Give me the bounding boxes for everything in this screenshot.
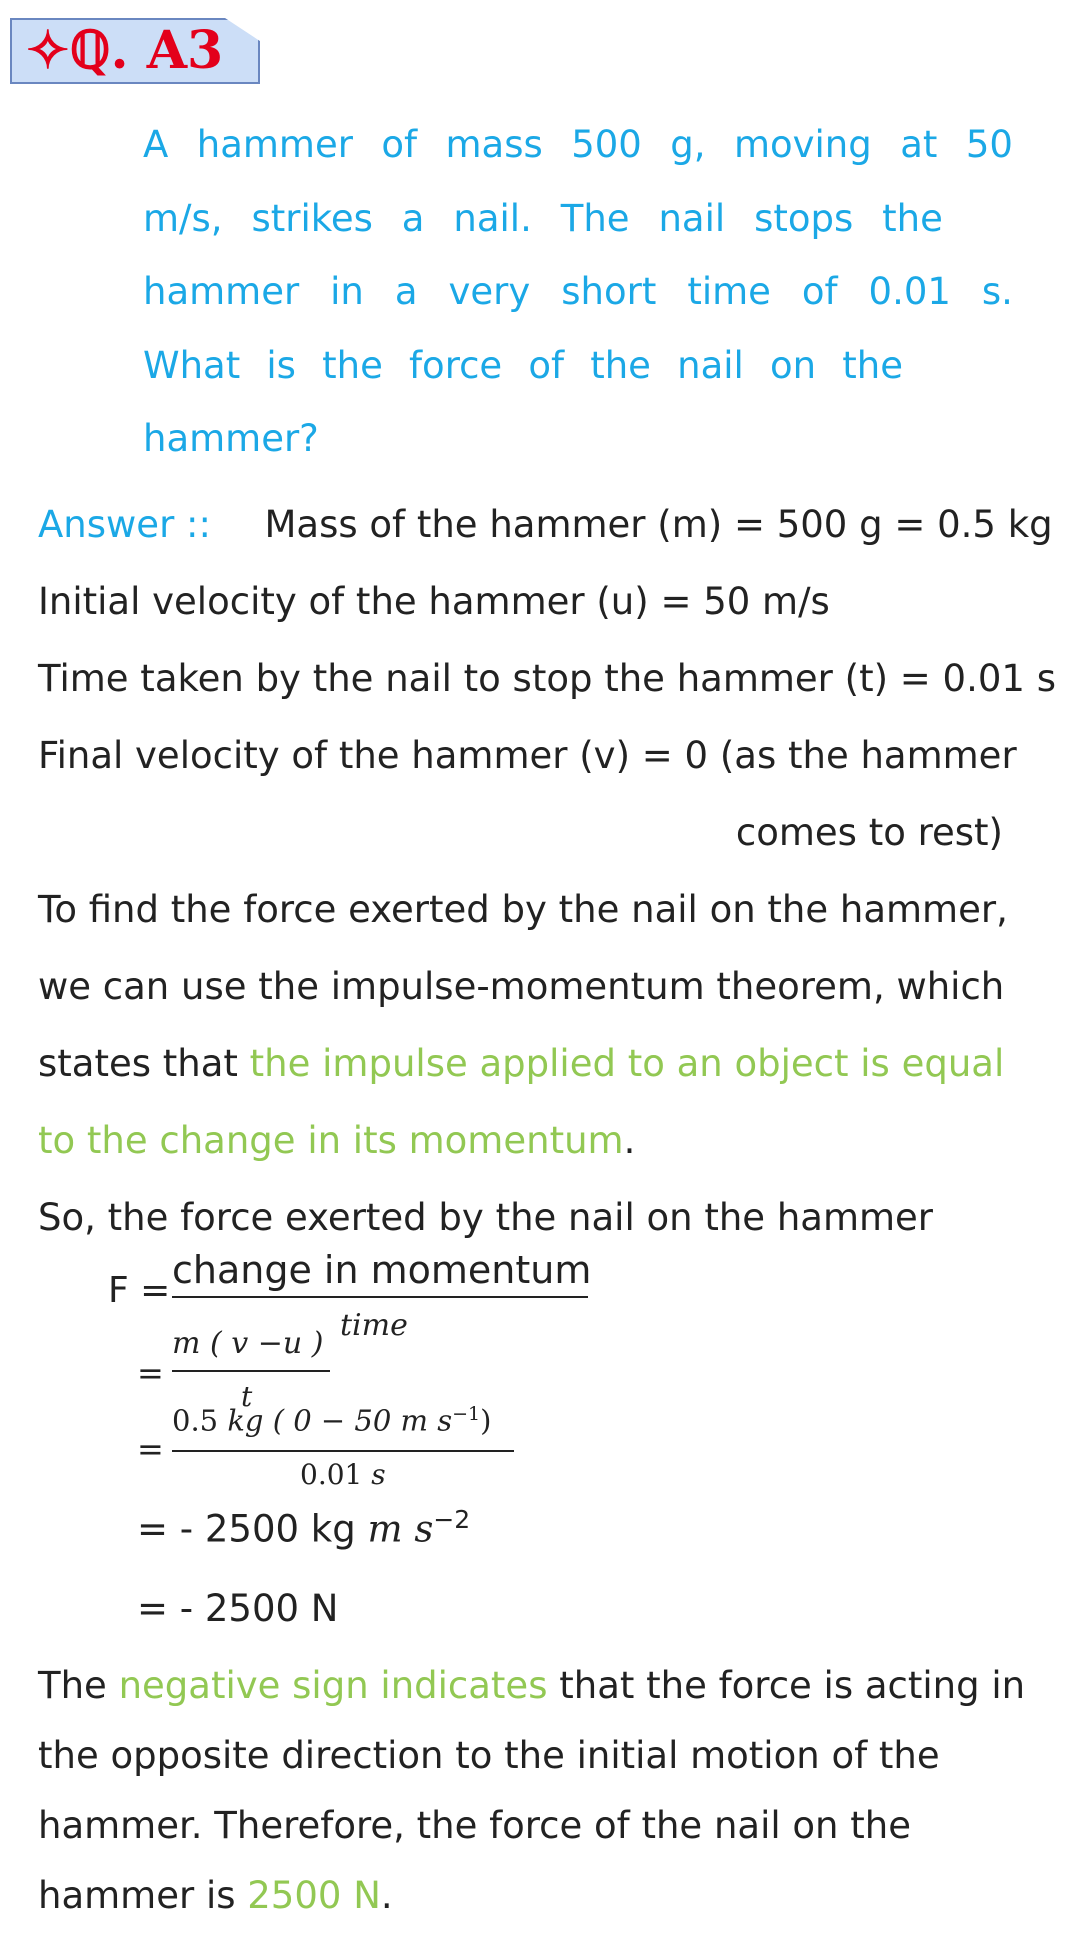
question-word: the: [322, 343, 383, 387]
explanation-line-3-start: states that: [38, 1042, 250, 1085]
question-word: s.: [981, 270, 1013, 313]
question-word: nail: [658, 196, 726, 240]
equals-3: =: [137, 1430, 164, 1468]
final-answer-highlight: 2500 N: [247, 1874, 381, 1917]
theorem-highlight-cont: to the change in its momentum: [38, 1119, 624, 1162]
final-velocity-continued: comes to rest): [735, 811, 1003, 854]
frac3-num-exponent: −1: [452, 1403, 481, 1425]
frac3-num-coefficient: 0.5: [172, 1403, 228, 1438]
result-newton: = - 2500 N: [137, 1587, 339, 1630]
negative-sign-highlight: negative sign indicates: [118, 1664, 548, 1707]
question-word: m/s,: [143, 196, 223, 240]
frac3-numerator: [172, 1403, 491, 1438]
question-word: is: [266, 343, 296, 387]
question-word: a: [401, 196, 425, 240]
theorem-highlight: the impulse applied to an object is equal: [249, 1042, 1005, 1085]
frac2-denominator: t: [241, 1380, 253, 1413]
frac3-num-close: ): [480, 1403, 492, 1438]
question-word: stops: [754, 196, 854, 240]
frac2-bar: [172, 1370, 330, 1372]
conclusion-hammer-is: hammer is: [38, 1874, 248, 1917]
question-word: hammer: [143, 270, 300, 313]
question-word: on: [769, 343, 817, 387]
conclusion-line-1-end: that the force is acting in: [547, 1664, 1026, 1707]
question-word: very: [448, 270, 531, 313]
question-word: The: [560, 196, 630, 240]
result-value: = - 2500 kg: [137, 1507, 368, 1551]
answer-label: Answer ::: [38, 503, 211, 546]
final-velocity-line: Final velocity of the hammer (v) = 0 (as the hammer: [38, 734, 1017, 777]
f-equals: F =: [108, 1270, 171, 1311]
answer-mass-line: [38, 486, 1053, 563]
question-word: the: [842, 343, 903, 387]
question-word: time: [687, 270, 771, 313]
frac2-numerator: m ( v −u ): [172, 1326, 324, 1361]
frac3-denominator: [300, 1458, 386, 1491]
question-line: [143, 255, 1013, 329]
explanation-line-1: To find the force exerted by the nail on the hammer,: [38, 888, 1008, 931]
question-word: of: [801, 270, 838, 313]
frac3-den-value: 0.01: [300, 1458, 372, 1491]
frac1-numerator: change in momentum: [172, 1248, 592, 1292]
question-word: the: [882, 196, 943, 240]
conclusion-line-2: the opposite direction to the initial motion of the: [38, 1734, 940, 1777]
frac3-num-body: kg ( 0 − 50 m s: [227, 1403, 453, 1438]
question-number: ✧ℚ. A3: [26, 20, 224, 81]
question-word: A: [143, 123, 169, 166]
frac3-den-unit: s: [371, 1458, 386, 1491]
frac1-bar: [172, 1296, 588, 1298]
question-word: mass: [445, 123, 543, 166]
equals-2: =: [137, 1354, 164, 1392]
question-word: of: [381, 123, 418, 166]
question-word: moving: [733, 123, 872, 166]
explanation-line-2: we can use the impulse-momentum theorem, which: [38, 965, 1005, 1008]
question-word: 0.01: [868, 270, 951, 313]
result-unit: m s: [367, 1507, 434, 1551]
mass-given: Mass of the hammer (m) = 500 g = 0.5 kg: [264, 503, 1053, 546]
conclusion-period: .: [380, 1874, 393, 1917]
result-exponent: −2: [433, 1505, 471, 1534]
question-word: in: [330, 270, 364, 313]
question-word: nail.: [453, 196, 532, 240]
time-line: Time taken by the nail to stop the hammer (t) = 0.01 s: [38, 657, 1056, 700]
question-word: force: [409, 343, 503, 387]
question-word: a: [394, 270, 418, 313]
question-word: 500: [571, 123, 642, 166]
question-line: [143, 329, 903, 403]
question-word: short: [561, 270, 657, 313]
question-text: [143, 108, 1013, 476]
question-word: nail: [677, 343, 744, 387]
frac3-bar: [172, 1450, 514, 1452]
question-line: [143, 182, 943, 256]
question-line: [143, 402, 1013, 476]
question-word: hammer: [196, 123, 353, 166]
question-line: [143, 108, 1013, 182]
explanation-line-4: [38, 1102, 635, 1179]
result-kg-ms2: [137, 1505, 470, 1550]
explanation-period: .: [623, 1119, 636, 1162]
question-word: What: [143, 343, 241, 387]
question-word: g,: [670, 123, 706, 166]
conclusion-line-3: hammer. Therefore, the force of the nail on the: [38, 1804, 911, 1847]
question-word: 50: [965, 123, 1013, 166]
conclusion-the: The: [38, 1664, 119, 1707]
conclusion-line-4: [38, 1857, 393, 1934]
so-line: So, the force exerted by the nail on the hammer: [38, 1196, 934, 1239]
question-word: the: [590, 343, 651, 387]
frac1-denominator: time: [340, 1308, 408, 1343]
conclusion-line-1: [38, 1647, 1025, 1724]
initial-velocity-line: Initial velocity of the hammer (u) = 50 m/s: [38, 580, 830, 623]
explanation-line-3: [38, 1025, 1004, 1102]
question-word: hammer?: [143, 417, 319, 460]
question-word: strikes: [251, 196, 373, 240]
question-word: of: [528, 343, 565, 387]
question-word: at: [900, 123, 938, 166]
